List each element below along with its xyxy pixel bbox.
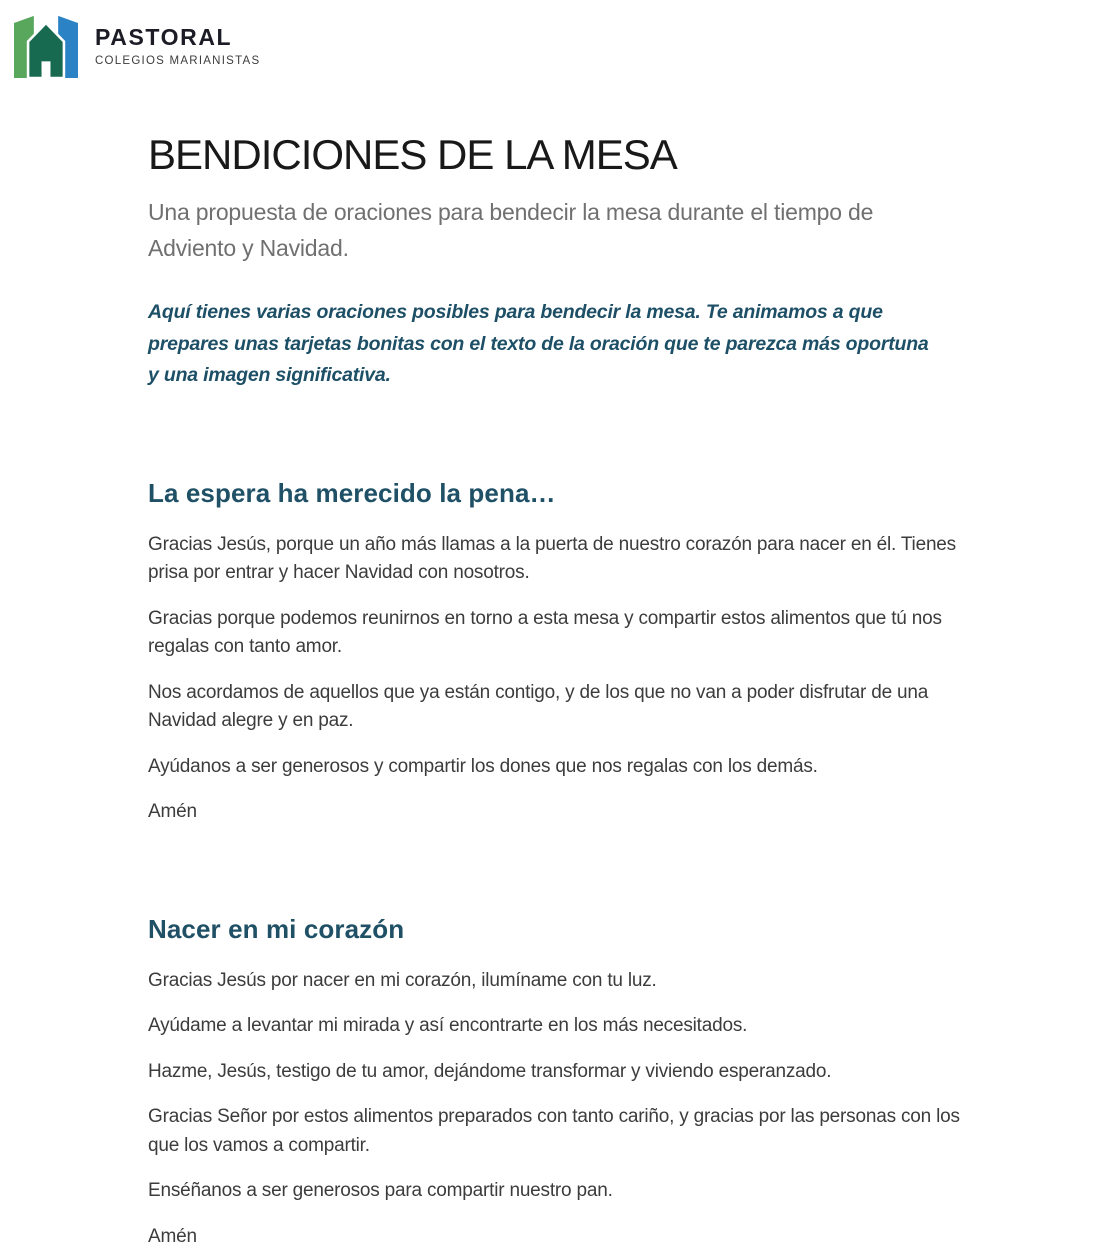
section-nacer-en-mi-corazon: [148, 915, 978, 1251]
section-heading: Nacer en mi corazón: [148, 913, 405, 944]
page-subtitle: Una propuesta de oraciones para bendecir la mesa durante el tiempo de Adviento y Navidad.: [148, 199, 874, 261]
paragraph-amen: Amén: [148, 1225, 197, 1247]
section-la-espera: [148, 479, 978, 827]
paragraph: Nos acordamos de aquellos que ya están contigo, y de los que no van a poder disfrutar de una Navidad alegre y en paz.: [148, 681, 929, 732]
section-heading: La espera ha merecido la pena…: [148, 478, 556, 509]
logo-header: [14, 14, 1098, 78]
paragraph: Ayúdanos a ser generosos y compartir los dones que nos regalas con los demás.: [148, 755, 818, 777]
pastoral-logo-icon: [14, 14, 78, 78]
paragraph-amen: Amén: [148, 801, 197, 823]
pastoral-logo-svg: [14, 14, 78, 78]
document-body: [148, 132, 978, 1251]
paragraph: Hazme, Jesús, testigo de tu amor, dejándome transformar y viviendo esperanzado.: [148, 1060, 832, 1082]
paragraph: Gracias Señor por estos alimentos preparados con tanto cariño, y gracias por las personas con los que los vamos a compartir.: [148, 1106, 960, 1156]
paragraph: Gracias Jesús por nacer en mi corazón, ilumíname con tu luz.: [148, 969, 657, 991]
intro-note: Aquí tienes varias oraciones posibles para bendecir la mesa. Te animamos a que prepares unas tarjetas bonitas con el texto de la oración que te parezca más oportuna y una imagen significativa.: [148, 301, 929, 386]
paragraph: Gracias porque podemos reunirnos en torno a esta mesa y compartir estos alimentos que tú nos regalas con tanto amor.: [148, 607, 942, 658]
paragraph: Enséñanos a ser generosos para compartir nuestro pan.: [148, 1180, 613, 1202]
brand-subtitle: COLEGIOS MARIANISTAS: [95, 55, 261, 68]
paragraph: Ayúdame a levantar mi mirada y así encontrarte en los más necesitados.: [148, 1015, 748, 1037]
paragraph: Gracias Jesús, porque un año más llamas a la puerta de nuestro corazón para nacer en él. Tienes prisa por entrar y hacer Navidad con nosotros.: [148, 533, 956, 584]
brand-text: [95, 25, 260, 67]
logo-house-door: [42, 61, 51, 78]
brand-name: PASTORAL: [95, 23, 233, 50]
page-title: BENDICIONES DE LA MESA: [148, 131, 677, 178]
